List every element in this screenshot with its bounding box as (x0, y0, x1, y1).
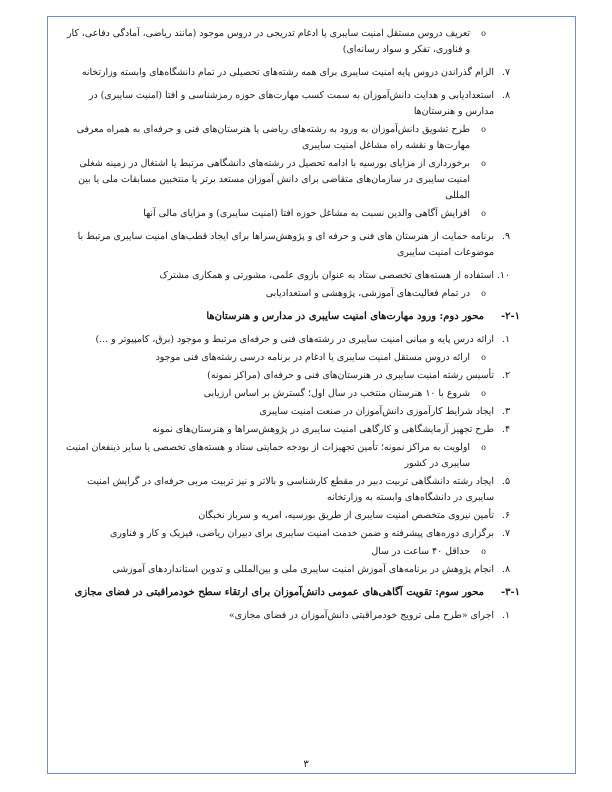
section-heading (60, 585, 520, 601)
bullet-marker: o (481, 289, 486, 298)
number-marker: ۴. (501, 424, 510, 435)
item-text: طرح تجهیز آزمایشگاهی و کارگاهی امنیت سایبری در پژوهش‌سراها و هنرستان‌های نمونه (152, 424, 494, 435)
bullet-marker: o (481, 443, 486, 452)
list-item (60, 268, 510, 284)
item-text: ارائه دروس مستقل امنیت سایبری یا ادغام در برنامه درسی رشته‌های فنی موجود (155, 352, 470, 363)
list-item (60, 122, 486, 154)
list-item (60, 88, 510, 120)
list-item (60, 404, 510, 420)
bullet-marker: o (481, 209, 486, 218)
item-text: برخورداری از مزایای بورسیه با ادامه تحصیل در رشته‌های دانشگاهی مرتبط یا اشتغال در زمینه شغلی امنیت سایبری در سازمان‌های متقاضی برای دانش آموزان مستعد برتر یا منتخبین مسابقات ملی یا بین المللی (78, 158, 470, 201)
item-text: شروع با ۱۰ هنرستان منتخب در سال اول؛ گسترش بر اساس ارزیابی (203, 388, 470, 399)
item-text: استفاده از هسته‌های تخصصی ستاد به عنوان بازوی علمی، مشورتی و همکاری مشترک (159, 270, 494, 281)
bullet-marker: o (481, 29, 486, 38)
list-item (60, 206, 486, 222)
item-text: انجام پژوهش در برنامه‌های آموزش امنیت سایبری ملی و بین‌المللی و تدوین استانداردهای آموزشی (112, 564, 494, 575)
item-text: ارائه درس پایه و مبانی امنیت سایبری در رشته‌های فنی و حرفه‌ای مرتبط و موجود (برق، کامپیوتر و ...) (95, 334, 494, 345)
number-marker: ۷. (501, 528, 510, 539)
number-marker: ۱. (501, 334, 510, 345)
list-item (60, 562, 510, 578)
item-text: ایجاد رشته دانشگاهی تربیت دبیر در مقطع کارشناسی و بالاتر و نیز تربیت مربی حرفه‌ای در گرایش امنیت سایبری در دانشگاه‌های وابسته به وزارتخانه (87, 476, 494, 503)
heading-text: محور دوم: ورود مهارت‌های امنیت سایبری در مدارس و هنرستان‌ها (206, 311, 484, 322)
number-marker: ۷. (501, 67, 510, 78)
item-text: ایجاد شرایط کارآموزی دانش‌آموزان در صنعت امنیت سایبری (259, 406, 494, 417)
item-text: حداقل ۴۰ ساعت در سال (371, 546, 470, 557)
list-item (60, 386, 486, 402)
bullet-marker: o (481, 159, 486, 168)
number-marker: ۸. (501, 564, 510, 575)
list-item (60, 508, 510, 524)
section-heading (60, 309, 520, 325)
number-marker: ۸. (501, 90, 510, 101)
list-item (60, 156, 486, 204)
item-text: استعدادیابی و هدایت دانش‌آموزان به سمت کسب مهارت‌های حوزه رمزشناسی و افتا (امنیت سایبری) در مدارس و هنرستان‌ها (88, 90, 494, 117)
number-marker: ۱. (501, 610, 510, 621)
item-text: طرح تشویق دانش‌آموزان به ورود به رشته‌های ریاضی یا هنرستان‌های فنی و حرفه‌ای به همراه معرفی مهارت‌ها و نقشه راه مشاغل امنیت سایبری (76, 124, 470, 151)
item-text: برنامه حمایت از هنرستان های فنی و حرفه ای و پژوهش‌سراها برای ایجاد قطب‌های امنیت سایبری مرتبط با موضوعات امنیت سایبری (77, 231, 494, 258)
bullet-marker: o (481, 353, 486, 362)
item-text: اجرای «طرح ملی ترویج خودمراقبتی دانش‌آموزان در فضای مجازی» (228, 610, 494, 621)
list-item (60, 422, 510, 438)
heading-text: محور سوم: تقویت آگاهی‌های عمومی دانش‌آموزان برای ارتقاء سطح خودمراقبتی در فضای مجازی (74, 587, 484, 598)
list-item (60, 440, 486, 472)
list-item (60, 26, 486, 58)
item-text: تعریف دروس مستقل امنیت سایبری یا ادغام تدریجی در دروس موجود (مانند ریاضی، آمادگی دفاعی، کار و فناوری، تفکر و سواد رسانه‌ای) (66, 28, 470, 55)
list-item (60, 544, 486, 560)
item-text: در تمام فعالیت‌های آموزشی، پژوهشی و استعدادیابی (265, 288, 470, 299)
list-item (60, 332, 510, 348)
list-item (60, 368, 510, 384)
number-marker: ۱۰. (496, 270, 510, 281)
bullet-marker: o (481, 125, 486, 134)
number-marker: ۶. (501, 510, 510, 521)
document-body (60, 26, 520, 626)
item-text: الزام گذراندن دروس پایه امنیت سایبری برای همه رشته‌های تحصیلی در تمام دانشگاه‌های وابسته وزارتخانه (81, 67, 494, 78)
list-item (60, 350, 486, 366)
list-item (60, 526, 510, 542)
list-item (60, 65, 510, 81)
item-text: افزایش آگاهی والدین نسبت به مشاغل حوزه افتا (امنیت سایبری) و مزایای مالی آنها (143, 208, 470, 219)
number-marker: ۳. (501, 406, 510, 417)
bullet-marker: o (481, 547, 486, 556)
item-text: اولویت به مراکز نمونه؛ تأمین تجهیزات از بودجه حمایتی ستاد و هسته‌های تخصصی یا سایر ذینفعان امنیت سایبری در کشور (65, 442, 470, 469)
heading-number: ۲-۱- (500, 311, 520, 322)
heading-number: ۳-۱- (500, 587, 520, 598)
number-marker: ۵. (501, 476, 510, 487)
bullet-marker: o (481, 389, 486, 398)
list-item (60, 229, 510, 261)
list-item (60, 474, 510, 506)
list-item (60, 608, 510, 624)
number-marker: ۹. (501, 231, 510, 242)
item-text: تأمین نیروی متخصص امنیت سایبری از طریق بورسیه، امریه و سرباز نخبگان (198, 510, 494, 521)
number-marker: ۲. (501, 370, 510, 381)
page-number: ۳ (303, 759, 309, 770)
item-text: برگزاری دوره‌های پیشرفته و ضمن خدمت امنیت سایبری برای دبیران ریاضی، فیزیک و کار و فناوری (109, 528, 494, 539)
item-text: تأسیس رشته امنیت سایبری در هنرستان‌های فنی و حرفه‌ای (مراکز نمونه) (207, 370, 494, 381)
list-item (60, 286, 486, 302)
